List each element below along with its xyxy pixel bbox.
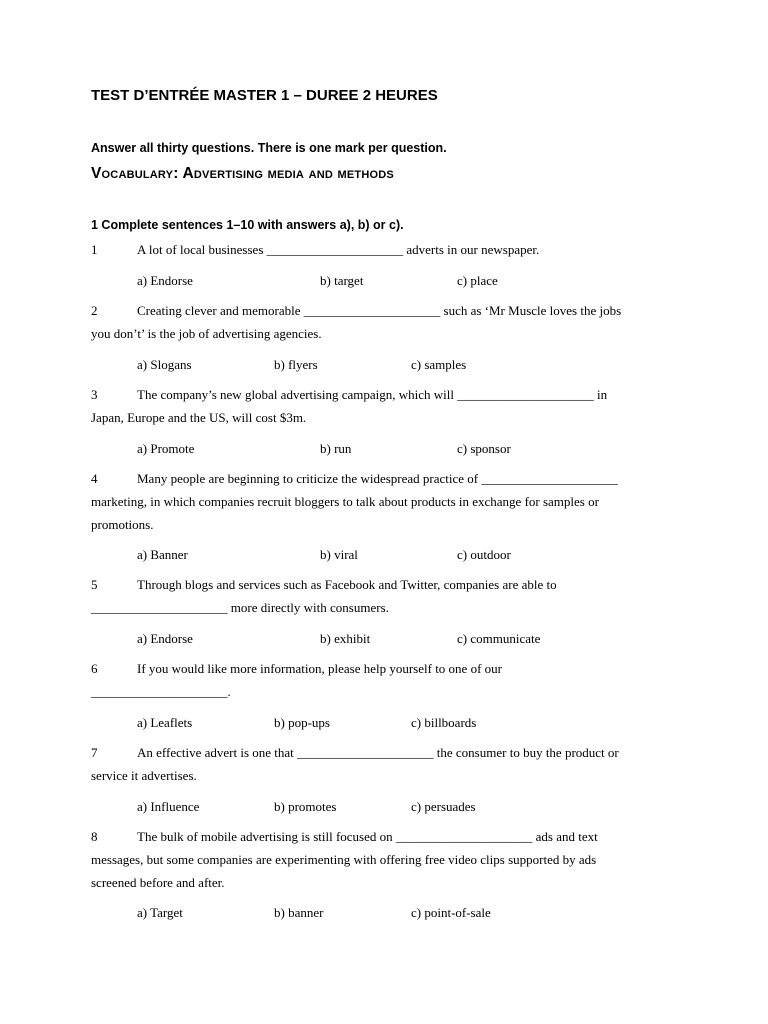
- option-a: a) Endorse: [137, 273, 193, 288]
- question-text-cont: _____________________.: [91, 684, 231, 699]
- section-heading-text: Vocabulary: Advertising media and methods: [91, 165, 394, 182]
- option-b: b) pop-ups: [274, 715, 330, 730]
- option-a: a) Banner: [137, 547, 188, 562]
- question-text-cont: marketing, in which companies recruit bloggers to talk about products in exchange for samples or: [91, 494, 599, 509]
- answer-blank: _____________________: [297, 745, 434, 760]
- option-b: b) flyers: [274, 357, 318, 372]
- question-text-cont: Japan, Europe and the US, will cost $3m.: [91, 410, 307, 425]
- instructions: Answer all thirty questions. There is one mark per question.: [91, 141, 447, 155]
- answer-blank: _____________________: [457, 387, 594, 402]
- option-c: c) sponsor: [457, 441, 511, 456]
- question-text: The company’s new global advertising campaign, which will _____________________ in: [137, 387, 608, 402]
- question-text: Many people are beginning to criticize the widespread practice of _____________________: [137, 471, 618, 486]
- question-number: 7: [91, 745, 98, 760]
- question-number: 3: [91, 387, 98, 402]
- question-number: 2: [91, 303, 98, 318]
- question-text: A lot of local businesses _____________________ adverts in our newspaper.: [137, 242, 540, 257]
- question-number: 4: [91, 471, 98, 486]
- question-number: 8: [91, 829, 98, 844]
- option-b: b) viral: [320, 547, 358, 562]
- question-text-cont: screened before and after.: [91, 875, 225, 890]
- answer-blank: _____________________: [91, 600, 228, 615]
- answer-blank: _____________________: [303, 303, 441, 318]
- option-b: b) banner: [274, 905, 324, 920]
- option-c: c) place: [457, 273, 498, 288]
- option-b: b) run: [320, 441, 352, 456]
- question-text: The bulk of mobile advertising is still focused on _____________________ ads and text: [137, 829, 598, 844]
- option-b: b) exhibit: [320, 631, 371, 646]
- option-b: b) target: [320, 273, 364, 288]
- option-a: a) Influence: [137, 799, 200, 814]
- option-c: c) billboards: [411, 715, 477, 730]
- question-text-cont: you don’t’ is the job of advertising agencies.: [91, 326, 322, 341]
- option-c: c) communicate: [457, 631, 541, 646]
- question-text: Creating clever and memorable _____________________ such as ‘Mr Muscle loves the jobs: [137, 303, 622, 318]
- answer-blank: _____________________: [91, 684, 228, 699]
- answer-blank: _____________________: [266, 242, 404, 257]
- question-text: Through blogs and services such as Facebook and Twitter, companies are able to: [137, 577, 557, 592]
- question-text-cont: messages, but some companies are experimenting with offering free video clips supported by ads: [91, 852, 597, 867]
- section-heading: [91, 165, 394, 183]
- option-c: c) persuades: [411, 799, 476, 814]
- question-number: 1: [91, 242, 98, 257]
- option-c: c) outdoor: [457, 547, 511, 562]
- page-title: TEST D’ENTRÉE MASTER 1 – DUREE 2 HEURES: [91, 87, 438, 104]
- option-b: b) promotes: [274, 799, 337, 814]
- option-a: a) Promote: [137, 441, 195, 456]
- option-a: a) Leaflets: [137, 715, 193, 730]
- question-text: An effective advert is one that _____________________ the consumer to buy the product or: [137, 745, 619, 760]
- question-text: If you would like more information, please help yourself to one of our: [137, 661, 502, 676]
- question-text-cont: _____________________ more directly with consumers.: [91, 600, 389, 615]
- option-a: a) Endorse: [137, 631, 193, 646]
- question-number: 6: [91, 661, 98, 676]
- option-c: c) point-of-sale: [411, 905, 491, 920]
- question-text-cont: promotions.: [91, 517, 154, 532]
- question-number: 5: [91, 577, 98, 592]
- option-a: a) Target: [137, 905, 183, 920]
- answer-blank: _____________________: [481, 471, 618, 486]
- option-a: a) Slogans: [137, 357, 192, 372]
- option-c: c) samples: [411, 357, 467, 372]
- answer-blank: _____________________: [395, 829, 533, 844]
- question-text-cont: service it advertises.: [91, 768, 197, 783]
- exercise-instruction: 1 Complete sentences 1–10 with answers a), b) or c).: [91, 218, 404, 232]
